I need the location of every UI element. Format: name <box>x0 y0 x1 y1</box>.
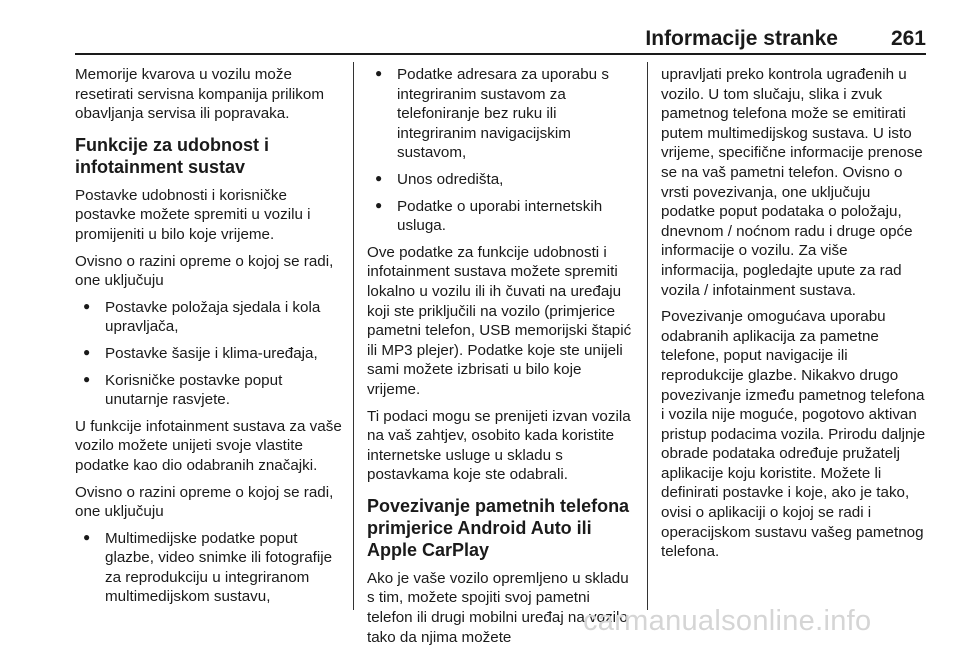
paragraph: Memorije kvarova u vozilu može resetirati servisna kompanija prilikom obavljanja servisa ili popravaka. <box>75 66 324 123</box>
section-heading-smartphone: Povezivanje pametnih telefona primjerice Android Auto ili Apple CarPlay <box>367 495 630 560</box>
page-title: Informacije stranke <box>645 27 838 50</box>
list-item: ● Unos odredišta, <box>367 170 637 190</box>
column-1 <box>75 65 347 614</box>
paragraph: Ove podatke za funkcije udobnosti i infotainment sustava možete spremiti lokalno u vozilu ili ih čuvati na uređaju koji ste priključili na vozilo (primjerice pametni telefon, USB memorijski štapić ili MP3 plejer). Podatke koje ste unijeli sami možete izbrisati u bilo koje vrijeme. <box>367 243 632 398</box>
column-divider-2 <box>647 62 648 610</box>
header-rule <box>75 53 926 55</box>
paragraph: Ovisno o razini opreme o kojoj se radi, one uključuju <box>75 483 334 521</box>
paragraph: Postavke udobnosti i korisničke postavke možete spremiti u vozilu i promijeniti u bilo koje vrijeme. <box>75 186 311 243</box>
paragraph: Ovisno o razini opreme o kojoj se radi, one uključuju <box>75 252 334 290</box>
bullet-list-infotainment <box>75 529 347 607</box>
page-number: 261 <box>890 27 926 50</box>
paragraph: Ako je vaše vozilo opremljeno u skladu s tim, možete spojiti svoj pametni telefon ili drugi mobilni uređaj na vozilo tako da njima možete <box>367 569 629 646</box>
bullet-list-infotainment-continued <box>367 65 637 236</box>
paragraph: U funkcije infotainment sustava za vaše vozilo možete unijeti svoje vlastite podatke kao dio odabranih značajki. <box>75 417 342 474</box>
column-2 <box>367 65 637 654</box>
list-item: ● Postavke šasije i klima-uređaja, <box>75 344 347 364</box>
section-heading-comfort-infotainment: Funkcije za udobnost i infotainment sustav <box>75 134 270 177</box>
list-item: ● Postavke položaja sjedala i kola upravljača, <box>75 298 347 337</box>
column-3 <box>661 65 927 569</box>
watermark: carmanualsonline.info <box>583 605 872 637</box>
paragraph: upravljati preko kontrola ugrađenih u vozilo. U tom slučaju, slika i zvuk pametnog telefona može se emitirati putem multimedijskog sustava. U isto vrijeme, specifične informacije prenose se na vaš pametni telefon. Ovisno o vrsti povezivanja, one uključuju podatke poput podataka o položaju, dnevnom / noćnom radu i druge opće informacije o vozilu. Za više informacija, pogledajte upute za rad vozila / infotainment sustava. <box>661 66 923 299</box>
paragraph: Ti podaci mogu se prenijeti izvan vozila na vaš zahtjev, osobito kada koristite internetske usluge u skladu s postavkama koje ste odabrali. <box>367 407 631 484</box>
list-item: ● Korisničke postavke poput unutarnje rasvjete. <box>75 371 347 410</box>
column-divider-1 <box>353 62 354 610</box>
page-header <box>75 24 926 54</box>
list-item: ● Podatke o uporabi internetskih usluga. <box>367 197 637 236</box>
list-item: ● Multimedijske podatke poput glazbe, video snimke ili fotografije za reprodukciju u integriranom multimedijskom sustavu, <box>75 529 347 607</box>
bullet-list-comfort <box>75 298 347 410</box>
paragraph: Povezivanje omogućava uporabu odabranih aplikacija za pametne telefone, poput navigacije ili reprodukcije glazbe. Nikakvo drugo povezivanje između pametnog telefona i vozila nije moguće, pogotovo aktivan pristup podacima vozila. Prirodu daljnje obrade podataka određuje pružatelj aplikacije koju koristite. Možete li definirati postavke i koje, ako je tako, ovisi o aplikaciji o kojoj se radi i operacijskom sustavu vašeg pametnog telefona. <box>661 308 926 561</box>
list-item: ● Podatke adresara za uporabu s integriranim sustavom za telefoniranje bez ruku ili integriranim navigacijskim sustavom, <box>367 65 637 163</box>
